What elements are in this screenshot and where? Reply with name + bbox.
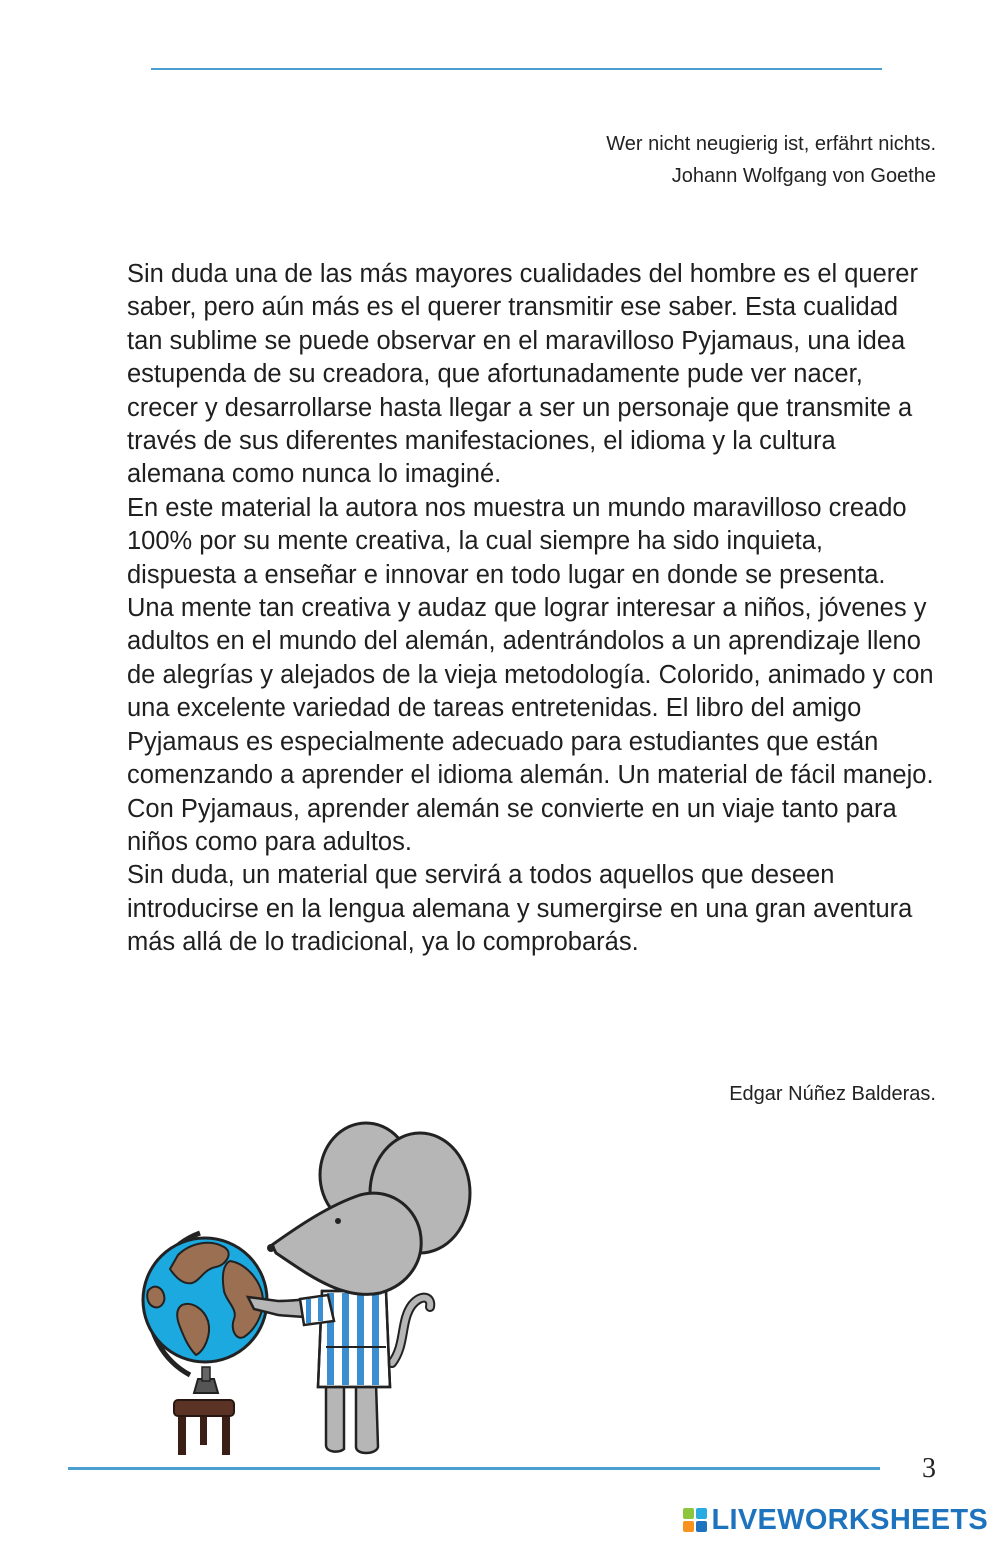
mouse-with-globe-icon <box>130 1115 510 1460</box>
bottom-rule <box>68 1467 880 1470</box>
body-text <box>127 258 939 960</box>
logo-tile <box>696 1508 707 1519</box>
logo-tile <box>683 1521 694 1532</box>
epigraph-author: Johann Wolfgang von Goethe <box>671 165 936 187</box>
liveworksheets-logo-icon <box>683 1508 707 1532</box>
top-rule <box>151 68 882 70</box>
liveworksheets-logo-text: LIVEWORKSHEETS <box>711 1503 988 1536</box>
paragraph: Sin duda una de las más mayores cualidades del hombre es el querer saber, pero aún más es el querer transmitir ese saber. Esta cualidad tan sublime se puede observar en el maravilloso Pyjamaus, una idea estupenda de su creadora, que afortunadamente pude ver nacer, crecer y desarrollarse hasta llegar a ser un personaje que transmite a través de sus diferentes manifestaciones, el idioma y la cultura alemana como nunca lo imaginé. <box>127 260 918 489</box>
stool-icon <box>174 1400 234 1455</box>
epigraph-quote: Wer nicht neugierig ist, erfährt nichts. <box>606 133 936 155</box>
mouse-head <box>267 1123 470 1294</box>
mouse-legs <box>326 1383 378 1453</box>
page-number: 3 <box>922 1453 936 1484</box>
epigraph <box>606 128 936 192</box>
paragraph: Una mente tan creativa y audaz que lograr interesar a niños, jóvenes y adultos en el mundo del alemán, adentrándolos a un aprendizaje lleno de alegrías y alejados de la vieja metodología. Colorido, animado y con una excelente variedad de tareas entretenidas. El libro del amigo Pyjamaus es especialmente adecuado para estudiantes que están comenzando a aprender el idioma alemán. Un material de fácil manejo. Con Pyjamaus, aprender alemán se convierte en un viaje tanto para niños como para adultos. <box>127 594 934 856</box>
paragraph: En este material la autora nos muestra un mundo maravilloso creado 100% por su mente creativa, la cual siempre ha sido inquieta, dispuesta a enseñar e innovar en todo lugar en donde se presenta. <box>127 493 907 589</box>
logo-tile <box>683 1508 694 1519</box>
signature: Edgar Núñez Balderas. <box>729 1083 936 1105</box>
paragraph: Sin duda, un material que servirá a todos aquellos que deseen introducirse en la lengua alemana y sumergirse en una gran aventura más allá de lo tradicional, ya lo comprobarás. <box>127 861 913 957</box>
liveworksheets-logo <box>683 1502 989 1538</box>
logo-tile <box>696 1521 707 1532</box>
